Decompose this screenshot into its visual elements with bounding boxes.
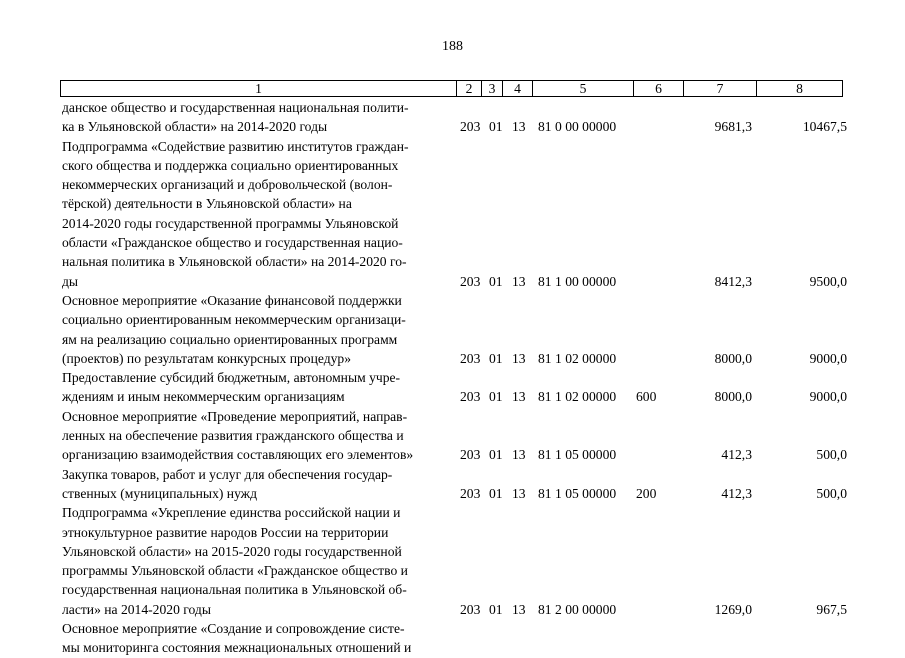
description-line: ка в Ульяновской области» на 2014-2020 годы <box>62 119 328 135</box>
chapter-code: 01 <box>489 119 503 135</box>
amount-col-8: 500,0 <box>816 447 847 463</box>
description-line: ды <box>62 273 79 289</box>
description-line: программы Ульяновской области «Гражданское общество и <box>62 563 408 579</box>
header-col-8: 8 <box>756 81 842 96</box>
target-article-code: 81 1 05 00000 <box>538 485 617 501</box>
subsection-code: 13 <box>512 601 526 617</box>
target-article-code: 81 1 05 00000 <box>538 447 617 463</box>
target-article-code: 81 1 02 00000 <box>538 350 617 366</box>
section-code: 203 <box>460 447 481 463</box>
header-col-2: 2 <box>456 81 481 96</box>
amount-col-8: 9500,0 <box>809 273 847 289</box>
target-article-code: 81 0 00 00000 <box>538 119 617 135</box>
row-description <box>62 137 456 291</box>
section-code: 203 <box>460 485 481 501</box>
amount-col-8: 9000,0 <box>809 389 847 405</box>
header-col-5: 5 <box>532 81 633 96</box>
chapter-code: 01 <box>489 273 503 289</box>
amount-col-7: 1269,0 <box>714 601 752 617</box>
subsection-code: 13 <box>512 350 526 366</box>
description-line: ждениям и иным некоммерческим организациям <box>62 389 345 405</box>
row-values <box>0 349 905 368</box>
chapter-code: 01 <box>489 601 503 617</box>
description-line: ленных на обеспечение развития гражданского общества и <box>62 428 404 444</box>
description-line: Основное мероприятие «Проведение мероприятий, направ- <box>62 408 408 424</box>
description-line: мы мониторинга состояния межнациональных отношений и <box>62 640 412 656</box>
description-line: ям на реализацию социально ориентированных программ <box>62 331 398 347</box>
description-line: Предоставление субсидий бюджетным, автономным учре- <box>62 370 401 386</box>
amount-col-8: 500,0 <box>816 485 847 501</box>
chapter-code: 01 <box>489 485 503 501</box>
section-code: 203 <box>460 389 481 405</box>
header-col-3: 3 <box>481 81 502 96</box>
chapter-code: 01 <box>489 389 503 405</box>
amount-col-7: 412,3 <box>721 447 752 463</box>
subsection-code: 13 <box>512 119 526 135</box>
section-code: 203 <box>460 119 481 135</box>
header-col-6: 6 <box>633 81 683 96</box>
target-article-code: 81 1 02 00000 <box>538 389 617 405</box>
description-line: ского общества и поддержка социально ориентированных <box>62 157 399 173</box>
description-line: 2014-2020 годы государственной программы Ульяновской <box>62 215 399 231</box>
row-values <box>0 117 905 136</box>
description-line: нальная политика в Ульяновской области» на 2014-2020 го- <box>62 254 407 270</box>
amount-col-8: 10467,5 <box>802 119 847 135</box>
row-values <box>0 484 905 503</box>
section-code: 203 <box>460 273 481 289</box>
table-header <box>60 80 843 97</box>
row-values <box>0 387 905 406</box>
subsection-code: 13 <box>512 273 526 289</box>
header-col-4: 4 <box>502 81 532 96</box>
description-line: организацию взаимодействия составляющих его элементов» <box>62 447 414 463</box>
amount-col-7: 412,3 <box>721 485 752 501</box>
chapter-code: 01 <box>489 350 503 366</box>
description-line: Подпрограмма «Укрепление единства российской нации и <box>62 505 401 521</box>
subsection-code: 13 <box>512 485 526 501</box>
description-line: Ульяновской области» на 2015-2020 годы государственной <box>62 543 402 559</box>
description-line: этнокультурное развитие народов России на территории <box>62 524 389 540</box>
amount-col-7: 8412,3 <box>714 273 752 289</box>
header-col-7: 7 <box>683 81 756 96</box>
description-line: Основное мероприятие «Оказание финансовой поддержки <box>62 293 402 308</box>
expense-type-code: 600 <box>636 389 657 405</box>
row-values <box>0 445 905 464</box>
description-line: данское общество и государственная национальная полити- <box>62 100 409 115</box>
expense-type-code: 200 <box>636 485 657 501</box>
header-col-1: 1 <box>255 81 262 96</box>
amount-col-7: 9681,3 <box>714 119 752 135</box>
description-line: ственных (муниципальных) нужд <box>62 485 257 501</box>
subsection-code: 13 <box>512 389 526 405</box>
description-line: ласти» на 2014-2020 годы <box>62 601 211 617</box>
amount-col-7: 8000,0 <box>714 350 752 366</box>
description-line: государственная национальная политика в Ульяновской об- <box>62 582 407 598</box>
row-values <box>0 600 905 619</box>
target-article-code: 81 1 00 00000 <box>538 273 617 289</box>
row-values <box>0 638 905 657</box>
section-code: 203 <box>460 350 481 366</box>
row-values <box>0 272 905 291</box>
description-line: Закупка товаров, работ и услуг для обеспечения государ- <box>62 466 393 482</box>
subsection-code: 13 <box>512 447 526 463</box>
amount-col-7: 8000,0 <box>714 389 752 405</box>
section-code: 203 <box>460 601 481 617</box>
amount-col-8: 967,5 <box>816 601 847 617</box>
page-number: 188 <box>442 39 463 54</box>
description-line: Основное мероприятие «Создание и сопровождение систе- <box>62 621 405 637</box>
chapter-code: 01 <box>489 447 503 463</box>
description-line: Подпрограмма «Содействие развитию институтов граждан- <box>62 138 409 154</box>
description-line: области «Гражданское общество и государственная нацио- <box>62 235 403 251</box>
description-line: некоммерческих организаций и добровольческой (волон- <box>62 177 393 193</box>
target-article-code: 81 2 00 00000 <box>538 601 617 617</box>
description-line: социально ориентированным некоммерческим организаци- <box>62 312 406 328</box>
description-line: тёрской) деятельности в Ульяновской области» на <box>62 196 352 212</box>
description-line: (проектов) по результатам конкурсных процедур» <box>62 350 351 366</box>
amount-col-8: 9000,0 <box>809 350 847 366</box>
